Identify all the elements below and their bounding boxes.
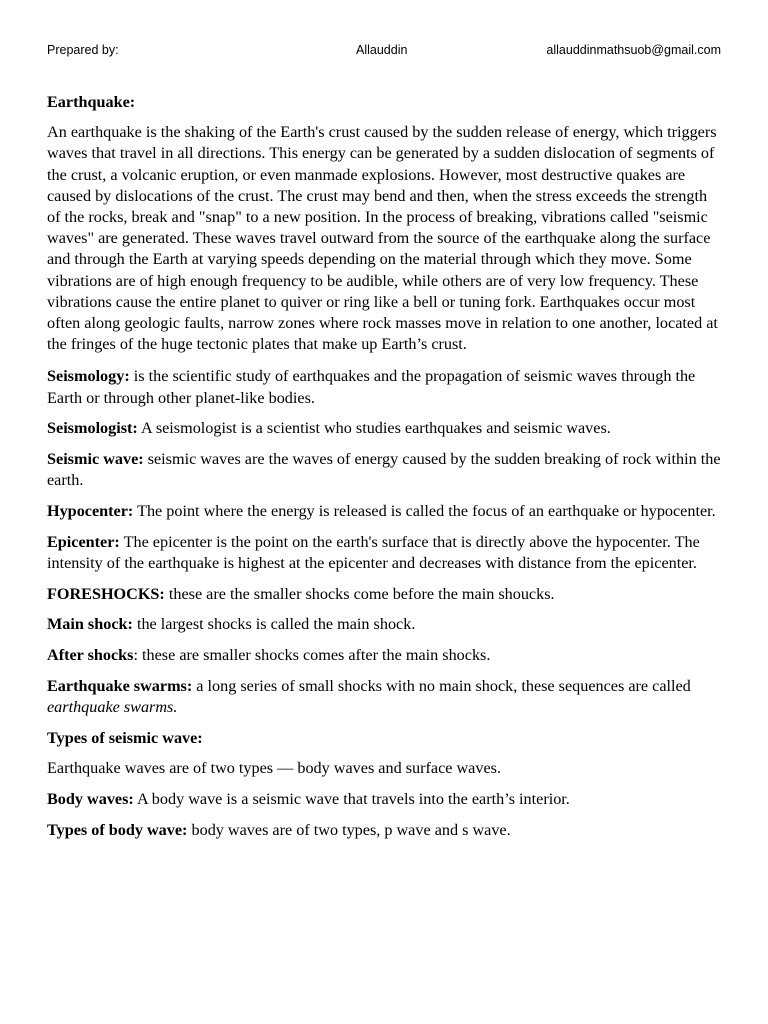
definition-text: The epicenter is the point on the earth's surface that is directly above the hypocenter. The intensity of the earthquake is highest at the epicenter and decreases with distance from the epicenter. bbox=[47, 532, 700, 572]
definition-text: is the scientific study of earthquakes and the propagation of seismic waves through the Earth or through other planet-like bodies. bbox=[47, 367, 696, 407]
definition-earthquake-swarms bbox=[47, 676, 723, 718]
definition-seismologist bbox=[47, 418, 723, 439]
definition-text: A seismologist is a scientist who studies earthquakes and seismic waves. bbox=[137, 419, 611, 438]
term: After shocks bbox=[47, 645, 134, 664]
term: Hypocenter: bbox=[47, 501, 134, 520]
types-heading bbox=[47, 728, 723, 749]
intro-paragraph: An earthquake is the shaking of the Earth's crust caused by the sudden release of energy, which triggers waves that travel in all directions. This energy can be generated by a sudden dislocation of segments of the crust, a volcanic eruption, or even manmade explosions. However, most destructive quakes are caused by dislocations of the crust. The crust may bend and then, when the stress exceeds the strength of the rocks, break and "snap" to a new position. In the process of breaking, vibrations called "seismic waves" are generated. These waves travel outward from the source of the earthquake along the surface and through the Earth at varying speeds depending on the material through which they move. Some vibrations are of high enough frequency to be audible, while others are of very low frequency. These vibrations cause the entire planet to quiver or ring like a bell or tuning fork. Earthquakes occur most often along geologic faults, narrow zones where rock masses move in relation to one another, located at the fringes of the huge tectonic plates that make up Earth’s crust. bbox=[47, 123, 718, 354]
definition-text: The point where the energy is released is called the focus of an earthquake or hypocenter. bbox=[133, 501, 716, 520]
term: Types of body wave: bbox=[47, 820, 188, 839]
definition-epicenter bbox=[47, 532, 723, 574]
term: Main shock: bbox=[47, 615, 133, 634]
document-body bbox=[47, 92, 723, 850]
definition-text: body waves are of two types, p wave and s wave. bbox=[187, 820, 511, 839]
page-header bbox=[47, 43, 721, 61]
definition-italic-text: earthquake swarms. bbox=[47, 697, 178, 716]
definition-text: A body wave is a seismic wave that travels into the earth’s interior. bbox=[133, 789, 570, 808]
header-author: Allauddin bbox=[356, 43, 408, 57]
term: Seismic wave: bbox=[47, 450, 144, 469]
definition-text: a long series of small shocks with no main shock, these sequences are called bbox=[192, 676, 691, 695]
types-text: Earthquake waves are of two types — body waves and surface waves. bbox=[47, 759, 501, 778]
definition-text: seismic waves are the waves of energy caused by the sudden breaking of rock within the earth. bbox=[47, 450, 721, 490]
term: Earthquake swarms: bbox=[47, 676, 193, 695]
definition-types-of-body-wave bbox=[47, 820, 723, 841]
definition-hypocenter bbox=[47, 501, 723, 522]
header-email: allauddinmathsuob@gmail.com bbox=[546, 43, 721, 57]
term: FORESHOCKS: bbox=[47, 584, 165, 603]
page-title: Earthquake: bbox=[47, 93, 136, 111]
definition-seismic-wave bbox=[47, 449, 723, 491]
definition-main-shock bbox=[47, 614, 723, 635]
definition-after-shocks bbox=[47, 645, 723, 666]
definition-seismology bbox=[47, 366, 723, 408]
definition-text: the largest shocks is called the main shock. bbox=[132, 615, 416, 634]
term: Epicenter: bbox=[47, 532, 120, 551]
definition-body-waves bbox=[47, 789, 723, 810]
term: Seismology: bbox=[47, 367, 130, 386]
header-prepared-by: Prepared by: bbox=[47, 43, 119, 57]
term: Body waves: bbox=[47, 789, 134, 808]
section-heading: Types of seismic wave: bbox=[47, 728, 203, 747]
term: Seismologist: bbox=[47, 419, 138, 438]
definition-text: these are the smaller shocks come before the main shoucks. bbox=[164, 584, 555, 603]
definition-text: : these are smaller shocks comes after the main shocks. bbox=[133, 645, 491, 664]
definition-foreshocks bbox=[47, 584, 723, 605]
